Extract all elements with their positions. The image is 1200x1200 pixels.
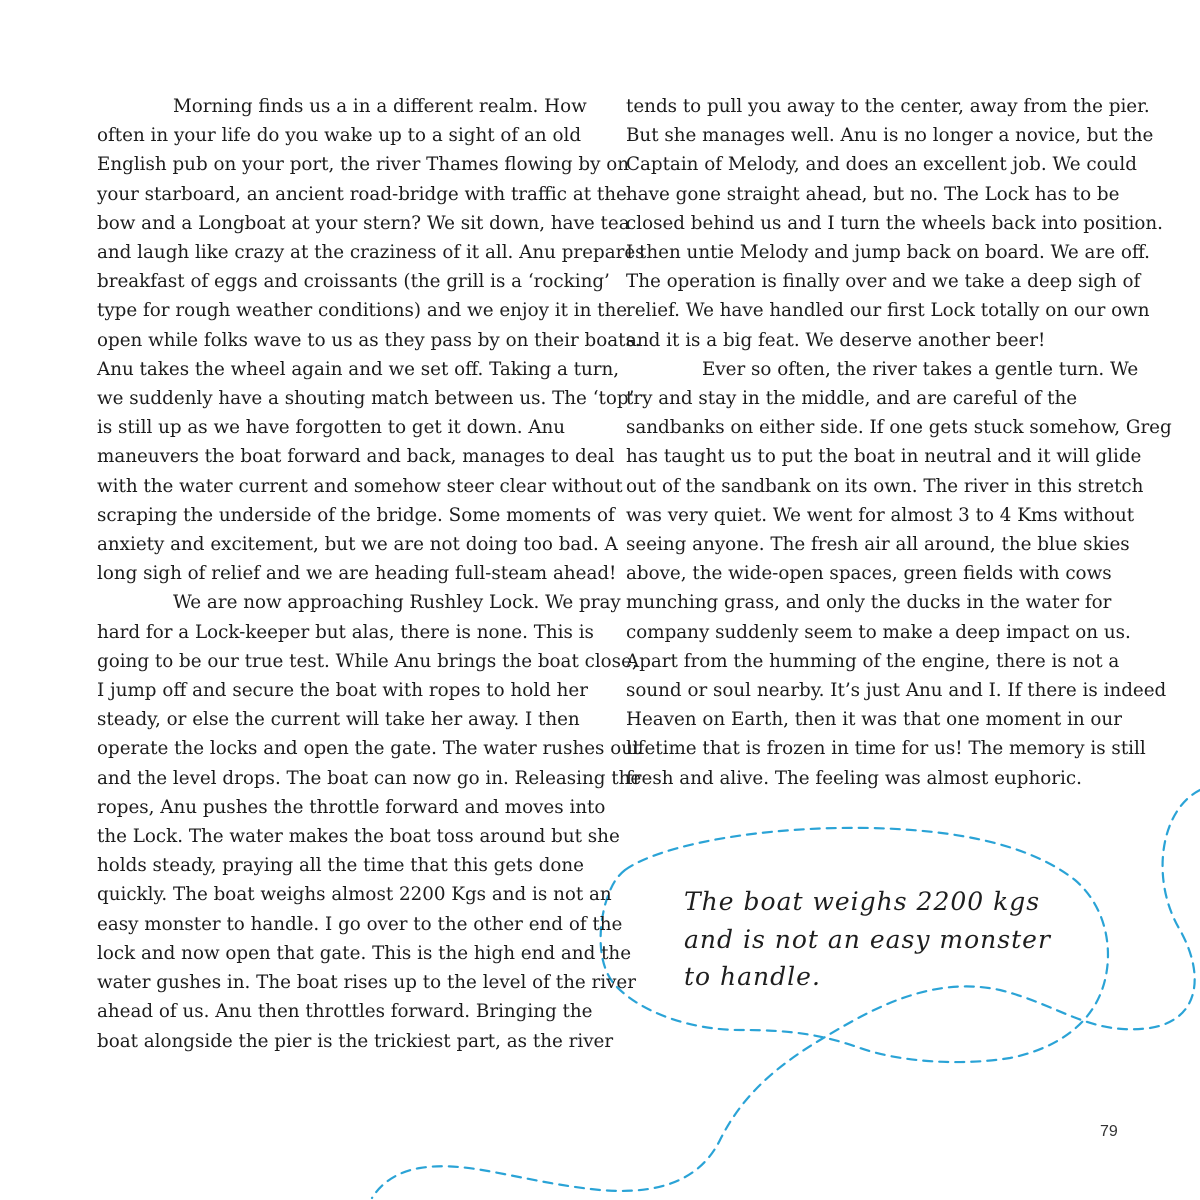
text-line: and it is a big feat. We deserve another beer! bbox=[626, 329, 1046, 351]
text-line: ropes, Anu pushes the throttle forward and moves into bbox=[97, 796, 606, 818]
pull-quote-line: The boat weighs 2200 kgs bbox=[684, 887, 1041, 916]
text-line: type for rough weather conditions) and we enjoy it in the bbox=[97, 300, 628, 322]
text-line: out of the sandbank on its own. The river in this stretch bbox=[626, 475, 1144, 497]
pull-quote bbox=[684, 883, 1051, 996]
text-line: Captain of Melody, and does an excellent job. We could bbox=[626, 154, 1137, 176]
text-line: try and stay in the middle, and are careful of the bbox=[626, 388, 1078, 410]
text-line: operate the locks and open the gate. The water rushes out bbox=[97, 738, 641, 760]
text-line: seeing anyone. The fresh air all around, the blue skies bbox=[626, 534, 1130, 556]
text-line: The operation is finally over and we take a deep sigh of bbox=[626, 271, 1141, 293]
text-line: often in your life do you wake up to a sight of an old bbox=[97, 125, 582, 147]
text-line: and the level drops. The boat can now go in. Releasing the bbox=[97, 767, 642, 789]
text-line: bow and a Longboat at your stern? We sit down, have tea bbox=[97, 212, 630, 234]
page-number: 79 bbox=[1100, 1123, 1118, 1140]
left-text-column bbox=[97, 92, 645, 1056]
text-line: is still up as we have forgotten to get it down. Anu bbox=[97, 417, 566, 439]
text-line: I then untie Melody and jump back on board. We are off. bbox=[626, 242, 1150, 264]
text-line: sandbanks on either side. If one gets stuck somehow, Greg bbox=[626, 417, 1172, 439]
text-line: long sigh of relief and we are heading full-steam ahead! bbox=[97, 563, 617, 585]
text-line: was very quiet. We went for almost 3 to 4 Kms without bbox=[626, 504, 1135, 526]
text-line: scraping the underside of the bridge. Some moments of bbox=[97, 504, 615, 526]
text-line: Anu takes the wheel again and we set off. Taking a turn, bbox=[97, 358, 620, 380]
text-line: tends to pull you away to the center, away from the pier. bbox=[626, 96, 1150, 117]
text-line: relief. We have handled our first Lock totally on our own bbox=[626, 300, 1150, 322]
text-line: have gone straight ahead, but no. The Lock has to be bbox=[626, 183, 1120, 205]
text-line: fresh and alive. The feeling was almost euphoric. bbox=[626, 767, 1082, 789]
text-line: company suddenly seem to make a deep impact on us. bbox=[626, 621, 1131, 643]
text-line: boat alongside the pier is the trickiest part, as the river bbox=[97, 1030, 614, 1052]
right-text-column bbox=[626, 92, 1172, 793]
text-line: ahead of us. Anu then throttles forward. Bringing the bbox=[97, 1001, 593, 1023]
pull-quote-line: and is not an easy monster bbox=[684, 924, 1051, 954]
text-line: open while folks wave to us as they pass by on their boats. bbox=[97, 329, 641, 351]
text-line: lifetime that is frozen in time for us! The memory is still bbox=[626, 738, 1146, 760]
pull-quote-line: to handle. bbox=[684, 962, 821, 991]
text-line: with the water current and somehow steer clear without bbox=[97, 475, 623, 497]
text-line: Ever so often, the river takes a gentle turn. We bbox=[702, 358, 1139, 380]
text-line: I jump off and secure the boat with ropes to hold her bbox=[97, 680, 588, 702]
text-line: We are now approaching Rushley Lock. We pray bbox=[173, 592, 621, 614]
text-line: But she manages well. Anu is no longer a novice, but the bbox=[626, 125, 1154, 147]
text-line: the Lock. The water makes the boat toss around but she bbox=[97, 826, 620, 848]
text-line: English pub on your port, the river Thames flowing by on bbox=[97, 154, 629, 176]
text-line: closed behind us and I turn the wheels back into position. bbox=[626, 212, 1163, 234]
text-line: Heaven on Earth, then it was that one moment in our bbox=[626, 709, 1122, 731]
text-line: steady, or else the current will take her away. I then bbox=[97, 709, 580, 731]
text-line: your starboard, an ancient road-bridge with traffic at the bbox=[97, 183, 627, 205]
text-line: sound or soul nearby. It’s just Anu and I. If there is indeed bbox=[626, 680, 1167, 702]
text-line: lock and now open that gate. This is the high end and the bbox=[97, 942, 632, 964]
text-line: and laugh like crazy at the craziness of it all. Anu prepares bbox=[97, 242, 645, 264]
text-line: anxiety and excitement, but we are not doing too bad. A bbox=[97, 534, 618, 556]
text-line: has taught us to put the boat in neutral and it will glide bbox=[626, 446, 1142, 468]
text-line: water gushes in. The boat rises up to the level of the river bbox=[97, 972, 636, 994]
text-line: quickly. The boat weighs almost 2200 Kgs and is not an bbox=[97, 884, 612, 906]
text-line: maneuvers the boat forward and back, manages to deal bbox=[97, 446, 615, 468]
text-line: munching grass, and only the ducks in the water for bbox=[626, 592, 1112, 614]
text-line: going to be our true test. While Anu brings the boat close, bbox=[97, 650, 638, 672]
text-line: Apart from the humming of the engine, there is not a bbox=[626, 650, 1120, 672]
text-line: we suddenly have a shouting match between us. The ‘top’ bbox=[97, 388, 635, 410]
text-line: holds steady, praying all the time that this gets done bbox=[97, 855, 585, 877]
text-line: breakfast of eggs and croissants (the grill is a ‘rocking’ bbox=[97, 271, 610, 293]
text-line: above, the wide-open spaces, green fields with cows bbox=[626, 563, 1112, 585]
text-line: Morning finds us a in a different realm. How bbox=[173, 96, 587, 117]
text-line: easy monster to handle. I go over to the other end of the bbox=[97, 913, 623, 935]
text-line: hard for a Lock-keeper but alas, there is none. This is bbox=[97, 621, 594, 643]
